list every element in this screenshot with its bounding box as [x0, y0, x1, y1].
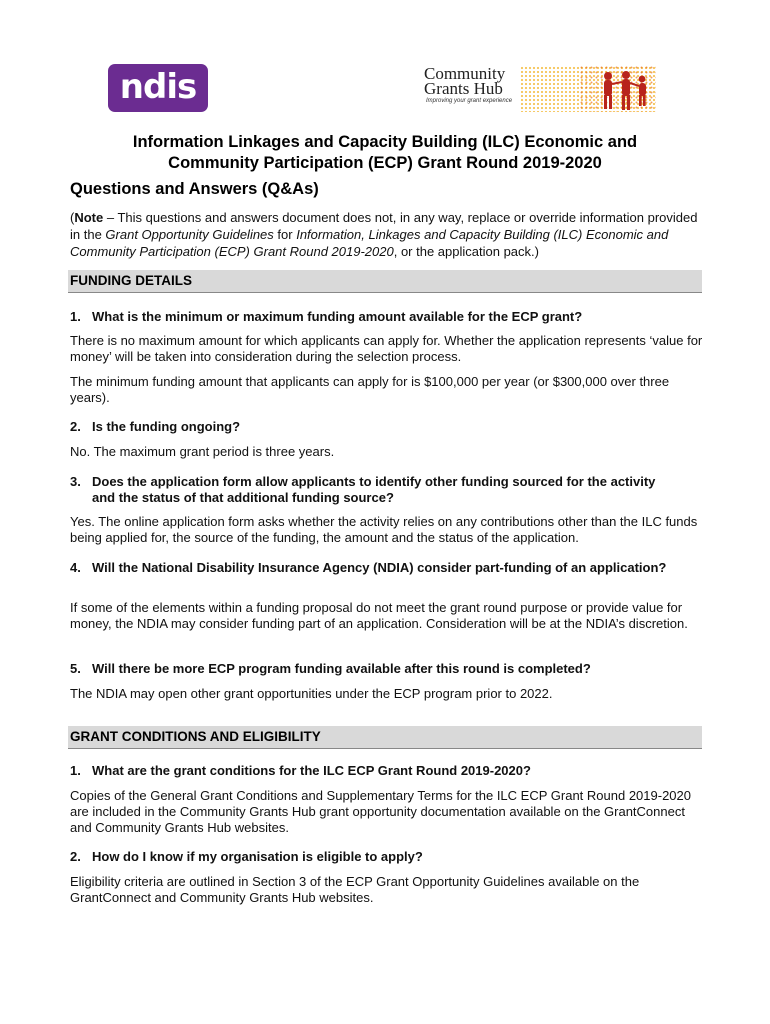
answer-more-funding: The NDIA may open other grant opportunities under the ECP program prior to 2022. — [70, 686, 553, 701]
section-heading-funding: FUNDING DETAILS — [68, 270, 702, 293]
question-funding-ongoing: 2. Is the funding ongoing? — [70, 419, 241, 434]
question-eligibility: 2. How do I know if my organisation is eligible to apply? — [70, 849, 423, 864]
question-other-funding: 3. Does the application form allow applicants to identify other funding sourced for the activity and the status of that additional funding source? — [70, 474, 656, 505]
question-part-funding: 4. Will the National Disability Insurance Agency (NDIA) consider part-funding of an application? — [70, 560, 667, 575]
cgh-logo-tagline: Improving your grant experience — [426, 98, 513, 104]
question-grant-conditions: 1. What are the grant conditions for the ILC ECP Grant Round 2019-2020? — [70, 763, 531, 778]
ndis-logo-text: ndis — [119, 66, 197, 107]
question-funding-amount: 1. What is the minimum or maximum funding amount available for the ECP grant? — [70, 309, 583, 324]
answer-funding-ongoing: No. The maximum grant period is three years. — [70, 444, 335, 459]
community-grants-hub-logo — [424, 66, 658, 112]
answer-minimum-funding: The minimum funding amount that applicants can apply for is $100,000 per year (or $300,000 over three years). — [70, 374, 670, 405]
cgh-logo-artwork — [520, 66, 656, 112]
ndis-logo — [108, 64, 208, 112]
qa-heading: Questions and Answers (Q&As) — [70, 180, 319, 198]
document-title: Information Linkages and Capacity Building (ILC) Economic and Community Participation (ECP) Grant Round 2019-2020 — [132, 133, 638, 172]
answer-grant-conditions: Copies of the General Grant Conditions and Supplementary Terms for the ILC ECP Grant Round 2019-2020 are included in the Community Grants Hub grant opportunity documentation available on the GrantConnect and Community Grants Hub websites. — [70, 788, 691, 835]
answer-eligibility: Eligibility criteria are outlined in Section 3 of the ECP Grant Opportunity Guidelines available on the GrantConnect and Community Grants Hub websites. — [70, 874, 640, 905]
answer-other-funding: Yes. The online application form asks whether the activity relies on any contributions other than the ILC funds being applied for, the source of the funding, the amount and the status of the application. — [70, 514, 698, 545]
answer-funding-amount: There is no maximum amount for which applicants can apply for. Whether the application represents ‘value for money’ will be taken into consideration during the selection process. — [70, 333, 703, 364]
disclaimer-note: (Note – This questions and answers document does not, in any way, replace or override information provided in the Grant Opportunity Guidelines for Information, Linkages and Capacity Building (ILC) Economic and Community Participation (ECP) Grant Round 2019-2020, or the application pack.) — [70, 210, 698, 259]
section-heading-eligibility: GRANT CONDITIONS AND ELIGIBILITY — [68, 726, 702, 749]
question-more-funding: 5. Will there be more ECP program funding available after this round is completed? — [70, 661, 591, 676]
answer-part-funding: If some of the elements within a funding proposal do not meet the grant round purpose or provide value for money, the NDIA may consider funding part of an application. Consideration will be at the NDIA’s discretion. — [70, 600, 688, 631]
cgh-logo-wordmark: Community Grants Hub — [424, 64, 506, 98]
